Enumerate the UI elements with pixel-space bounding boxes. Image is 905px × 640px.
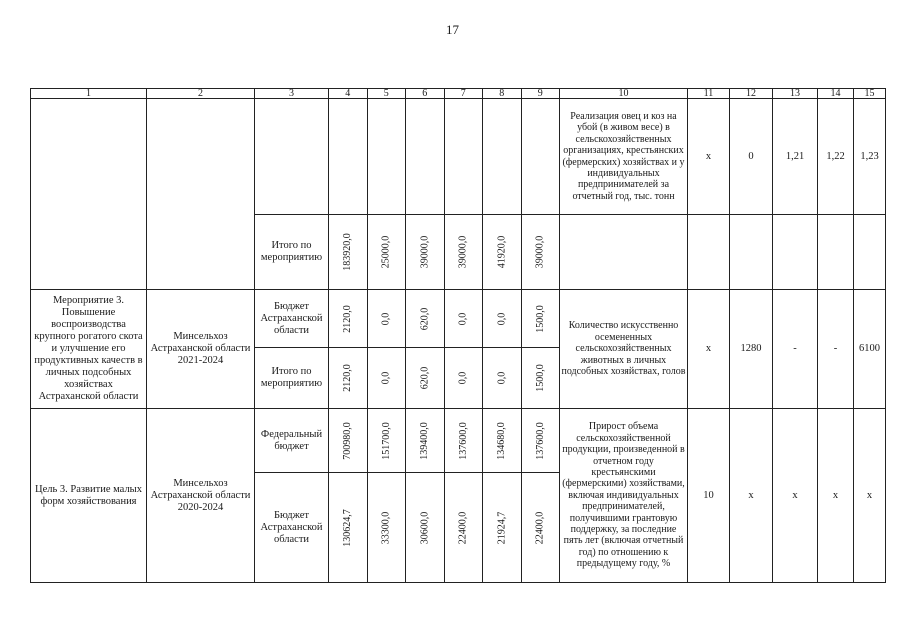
header-cell: 3	[255, 89, 329, 99]
header-cell: 10	[560, 89, 688, 99]
empty-cell	[854, 215, 886, 290]
empty-cell	[147, 99, 255, 290]
empty-cell	[444, 99, 483, 215]
value-cell: x	[773, 409, 818, 583]
header-cell: 14	[818, 89, 854, 99]
header-cell: 12	[730, 89, 773, 99]
empty-cell	[730, 215, 773, 290]
amount-cell: 0,0	[367, 348, 406, 409]
amount-cell: 134680,0	[483, 409, 522, 473]
header-cell: 5	[367, 89, 406, 99]
amount-cell: 0,0	[367, 290, 406, 348]
amount-cell: 22400,0	[444, 473, 483, 583]
amount-cell: 30600,0	[406, 473, 445, 583]
table-row	[31, 409, 886, 473]
table-row	[31, 99, 886, 215]
empty-cell	[31, 99, 147, 290]
value-cell: -	[818, 290, 854, 409]
header-cell: 4	[329, 89, 368, 99]
header-cell: 8	[483, 89, 522, 99]
empty-cell	[688, 215, 730, 290]
amount-cell: 22400,0	[521, 473, 560, 583]
amount-cell: 700980,0	[329, 409, 368, 473]
empty-cell	[367, 99, 406, 215]
amount-cell: 1500,0	[521, 290, 560, 348]
amount-cell: 2120,0	[329, 348, 368, 409]
amount-cell: 41920,0	[483, 215, 522, 290]
amount-cell: 25000,0	[367, 215, 406, 290]
empty-cell	[560, 215, 688, 290]
value-cell: -	[773, 290, 818, 409]
header-cell: 15	[854, 89, 886, 99]
amount-cell: 2120,0	[329, 290, 368, 348]
amount-cell: 33300,0	[367, 473, 406, 583]
amount-cell: 151700,0	[367, 409, 406, 473]
empty-cell	[483, 99, 522, 215]
funding-source: Бюджет Астраханской области	[255, 290, 329, 348]
executor-cell: Минсельхоз Астраханской области 2021-2024	[147, 290, 255, 409]
indicator-cell	[560, 99, 688, 215]
header-cell: 1	[31, 89, 147, 99]
amount-cell: 130624,7	[329, 473, 368, 583]
amount-cell: 0,0	[483, 290, 522, 348]
measure-name: Мероприятие 3. Повышение воспроизводства крупного рогатого скота и улучшение его продуктивных качеств в личных подсобных хозяйствах Астраханской области	[31, 290, 147, 409]
header-cell: 13	[773, 89, 818, 99]
page-number: 17	[446, 22, 459, 37]
indicator-text: Реализация овец и коз на убой (в живом весе) в сельскохозяйственных организациях, крестьянских (фермерских) хозяйствах и у индивидуальных предпринимателей за отчетный год, тыс. тонн	[562, 110, 685, 202]
amount-cell: 0,0	[444, 290, 483, 348]
indicator-cell: Прирост объема сельскохозяйственной продукции, произведенной в отчетном году крестьянскими (фермерскими) хозяйствами, включая индивидуальных предпринимателей, получившими грантовую поддержку, за последние пять лет (включая отчетный год) по отношению к предыдущему году, %	[560, 409, 688, 583]
amount-cell: 21924,7	[483, 473, 522, 583]
amount-cell: 137600,0	[444, 409, 483, 473]
empty-cell	[521, 99, 560, 215]
value-cell: 0	[730, 99, 773, 215]
amount-cell: 620,0	[406, 290, 445, 348]
header-cell: 11	[688, 89, 730, 99]
value-cell: 1,21	[773, 99, 818, 215]
value-cell: x	[730, 409, 773, 583]
header-row	[31, 89, 886, 99]
empty-cell	[329, 99, 368, 215]
amount-cell: 39000,0	[521, 215, 560, 290]
empty-cell	[255, 99, 329, 215]
executor-cell: Минсельхоз Астраханской области 2020-2024	[147, 409, 255, 583]
amount-cell: 139400,0	[406, 409, 445, 473]
value-cell: 1,22	[818, 99, 854, 215]
value-cell: x	[688, 290, 730, 409]
amount-cell: 183920,0	[329, 215, 368, 290]
amount-cell: 0,0	[444, 348, 483, 409]
value-cell: 6100	[854, 290, 886, 409]
funding-source: Федеральный бюджет	[255, 409, 329, 473]
header-cell: 6	[406, 89, 445, 99]
header-cell: 2	[147, 89, 255, 99]
header-cell: 9	[521, 89, 560, 99]
empty-cell	[773, 215, 818, 290]
amount-cell: 137600,0	[521, 409, 560, 473]
amount-cell: 620,0	[406, 348, 445, 409]
indicator-cell: Количество искусственно осемененных сельскохозяйственных животных в личных подсобных хозяйствах, голов	[560, 290, 688, 409]
empty-cell	[818, 215, 854, 290]
amount-cell: 39000,0	[444, 215, 483, 290]
value-cell: 10	[688, 409, 730, 583]
amount-cell: 39000,0	[406, 215, 445, 290]
funding-source: Бюджет Астраханской области	[255, 473, 329, 583]
value-cell: 1,23	[854, 99, 886, 215]
value-cell: x	[688, 99, 730, 215]
funding-source: Итого по мероприятию	[255, 215, 329, 290]
goal-name: Цель 3. Развитие малых форм хозяйствования	[31, 409, 147, 583]
header-cell: 7	[444, 89, 483, 99]
empty-cell	[406, 99, 445, 215]
table-row	[31, 290, 886, 348]
value-cell: x	[818, 409, 854, 583]
program-table	[30, 88, 886, 583]
amount-cell: 0,0	[483, 348, 522, 409]
funding-source: Итого по мероприятию	[255, 348, 329, 409]
value-cell: x	[854, 409, 886, 583]
amount-cell: 1500,0	[521, 348, 560, 409]
value-cell: 1280	[730, 290, 773, 409]
